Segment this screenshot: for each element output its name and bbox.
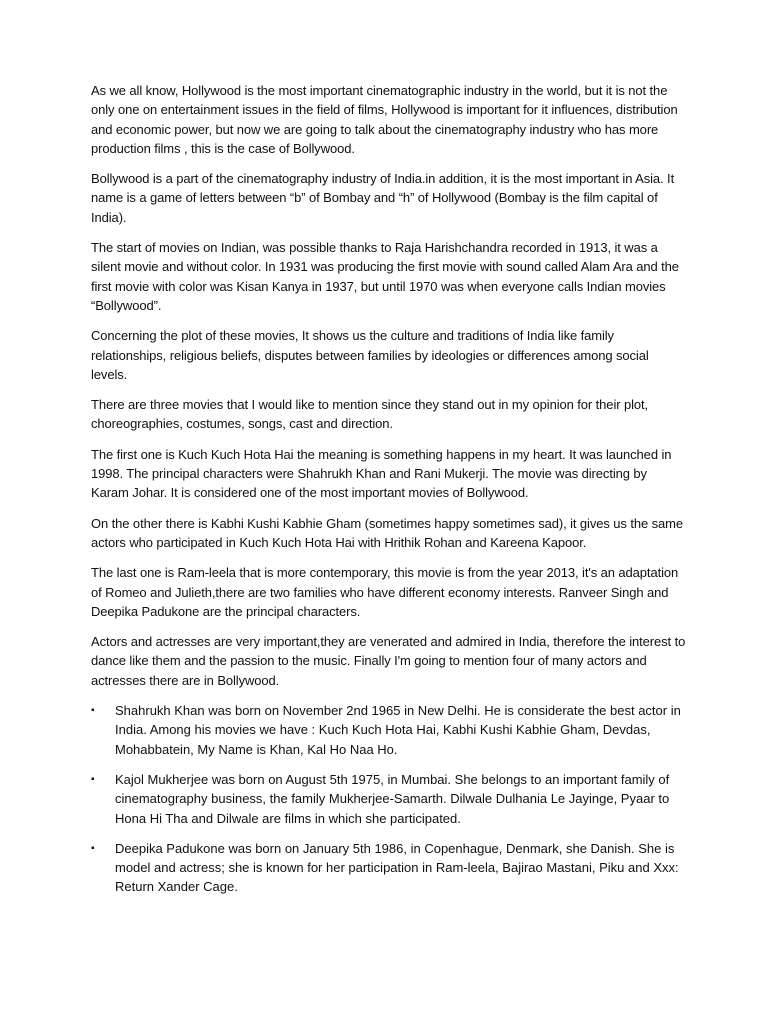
paragraph-kabhi-kushi: On the other there is Kabhi Kushi Kabhie Gham (sometimes happy sometimes sad), it gives us the same actors who participated in Kuch Kuch Hota Hai with Hrithik Rohan and Kareena Kapoor.	[91, 515, 683, 550]
paragraph-kuch-kuch-hota-hai: The first one is Kuch Kuch Hota Hai the meaning is something happens in my heart. It was launched in 1998. The principal characters were Shahrukh Khan and Rani Mukerji. The movie was directing by Karam Johar. It is considered one of the most important movies of Bollywood.	[91, 446, 672, 501]
square-bullet-icon: ▪	[91, 842, 95, 854]
square-bullet-icon: ▪	[91, 705, 95, 717]
list-item	[91, 701, 687, 759]
paragraph-ram-leela: The last one is Ram-leela that is more contemporary, this movie is from the year 2013, it's an adaptation of Romeo and Julieth,there are two families who have different economy interests. Ranveer Singh and Deepika Padukone are the principal characters.	[91, 565, 679, 619]
paragraph-history: The start of movies on Indian, was possible thanks to Raja Harishchandra recorded in 1913, it was a silent movie and without color. In 1931 was producing the first movie with sound called Alam Ara and the first movie with color was Kisan Kanya in 1937, but until 1970 was when everyone calls Indian movies “Bollywood”.	[91, 240, 679, 313]
list-item	[91, 839, 687, 897]
list-item-text: Shahrukh Khan was born on November 2nd 1965 in New Delhi. He is considerate the best actor in India. Among his movies we have : Kuch Kuch Hota Hai, Kabhi Kushi Kabhie Gham, Devdas, Mohabbatein, My Name is Khan, Kal Ho Naa Ho.	[115, 703, 681, 757]
paragraph-plot: Concerning the plot of these movies, It shows us the culture and traditions of India like family relationships, religious beliefs, disputes between families by ideologies or differences among social levels.	[91, 328, 649, 382]
actors-list	[91, 701, 687, 897]
list-item	[91, 770, 687, 828]
paragraph-intro: As we all know, Hollywood is the most important cinematographic industry in the world, but it is not the only one on entertainment issues in the field of films, Hollywood is important for it influences, distribution and economic power, but now we are going to talk about the cinematography industry who has more production films , this is the case of Bollywood.	[91, 83, 678, 156]
list-item-text: Deepika Padukone was born on January 5th 1986, in Copenhague, Denmark, she Danish. She is model and actress; she is known for her participation in Ram-leela, Bajirao Mastani, Piku and Xxx: Return Xander Cage.	[115, 840, 679, 895]
paragraph-actors: Actors and actresses are very important,they are venerated and admired in India, therefore the interest to dance like them and the passion to the music. Finally I'm going to mention four of many actors and actresses there are in Bollywood.	[91, 634, 686, 688]
paragraph-three-movies: There are three movies that I would like to mention since they stand out in my opinion for their plot, choreographies, costumes, songs, cast and direction.	[91, 397, 649, 432]
document-body	[91, 81, 687, 908]
square-bullet-icon: ▪	[91, 773, 95, 785]
list-item-text: Kajol Mukherjee was born on August 5th 1975, in Mumbai. She belongs to an important family of cinematography business, the family Mukherjee-Samarth. Dilwale Dulhania Le Jayinge, Pyaar to Hona Hi Tha and Dilwale are films in which she participated.	[115, 771, 670, 826]
paragraph-bollywood-definition: Bollywood is a part of the cinematography industry of India.in addition, it is the most important in Asia. It name is a game of letters between “b” of Bombay and “h” of Hollywood (Bombay is the film capital of India).	[91, 171, 675, 225]
